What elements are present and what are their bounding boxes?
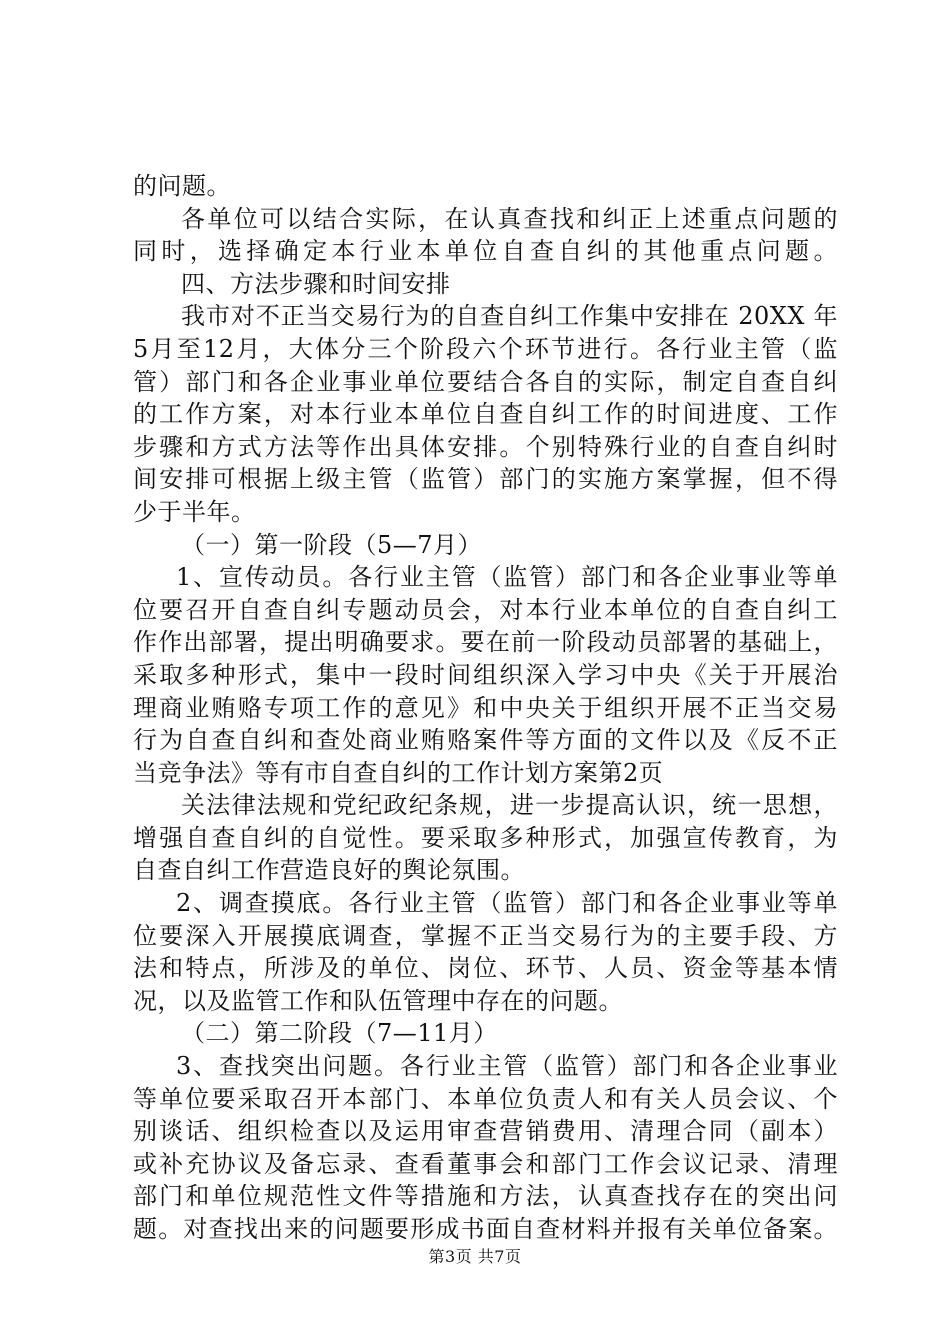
text-line: 位要深入开展摸底调查，掌握不正当交易行为的主要手段、方	[133, 921, 838, 950]
text-line: 部门和单位规范性文件等措施和方法，认真查找存在的突出问	[133, 1182, 838, 1211]
text-line: 当竞争法》等有市自查自纠的工作计划方案第2页	[133, 758, 664, 787]
text-line: 我市对不正当交易行为的自查自纠工作集中安排在 20XX 年	[181, 302, 838, 331]
text-line: 别谈话、组织检查以及运用审查营销费用、清理合同（副本）	[133, 1117, 838, 1146]
text-line: 题。对查找出来的问题要形成书面自查材料并报有关单位备案。	[133, 1215, 838, 1243]
text-line: 位要召开自查自纠专题动员会，对本行业本单位的自查自纠工	[133, 595, 838, 624]
text-line: 况，以及监管工作和队伍管理中存在的问题。	[133, 986, 623, 1015]
text-line: 各单位可以结合实际，在认真查找和纠正上述重点问题的	[181, 204, 838, 233]
text-line: 等单位要采取召开本部门、本单位负责人和有关人员会议、个	[133, 1084, 838, 1113]
text-line: 步骤和方式方法等作出具体安排。个别特殊行业的自查自纠时	[133, 432, 838, 461]
text-line: 关法律法规和党纪政纪条规，进一步提高认识，统一思想，	[181, 791, 838, 820]
text-line: 自查自纠工作营造良好的舆论氛围。	[133, 856, 525, 885]
text-line: 少于半年。	[133, 497, 256, 526]
text-line: 间安排可根据上级主管（监管）部门的实施方案掌握，但不得	[133, 465, 838, 494]
text-line: 法和特点，所涉及的单位、岗位、环节、人员、资金等基本情	[133, 954, 838, 983]
text-line: 2、调查摸底。各行业主管（监管）部门和各企业事业等单	[176, 889, 838, 918]
subsection-heading: （一）第一阶段（5—7月）	[181, 530, 483, 559]
text-line: 的工作方案，对本行业本单位自查自纠工作的时间进度、工作	[133, 400, 838, 429]
body-text	[133, 170, 838, 1246]
text-line: 增强自查自纠的自觉性。要采取多种形式，加强宣传教育，为	[133, 823, 838, 852]
text-line: 行为自查自纠和查处商业贿赂案件等方面的文件以及《反不正	[133, 726, 838, 755]
page-number-footer: 第3页 共7页	[428, 1247, 522, 1266]
text-line: 5月至12月，大体分三个阶段六个环节进行。各行业主管（监	[133, 334, 838, 363]
text-line: 3、查找突出问题。各行业主管（监管）部门和各企业事业	[176, 1052, 838, 1081]
subsection-heading: （二）第二阶段（7—11月）	[181, 1019, 498, 1048]
text-line: 或补充协议及备忘录、查看董事会和部门工作会议记录、清理	[133, 1149, 838, 1178]
section-heading: 四、方法步骤和时间安排	[181, 269, 451, 298]
text-line: 1、宣传动员。各行业主管（监管）部门和各企业事业等单	[176, 563, 838, 592]
text-line: 同时，选择确定本行业本单位自查自纠的其他重点问题。	[133, 237, 838, 266]
text-line: 管）部门和各企业事业单位要结合各自的实际，制定自查自纠	[133, 367, 838, 396]
text-line: 作作出部署，提出明确要求。要在前一阶段动员部署的基础上，	[133, 628, 838, 657]
text-line: 采取多种形式，集中一段时间组织深入学习中央《关于开展治	[133, 660, 838, 689]
text-line: 理商业贿赂专项工作的意见》和中央关于组织开展不正当交易	[133, 693, 838, 722]
text-line: 的问题。	[133, 172, 231, 200]
